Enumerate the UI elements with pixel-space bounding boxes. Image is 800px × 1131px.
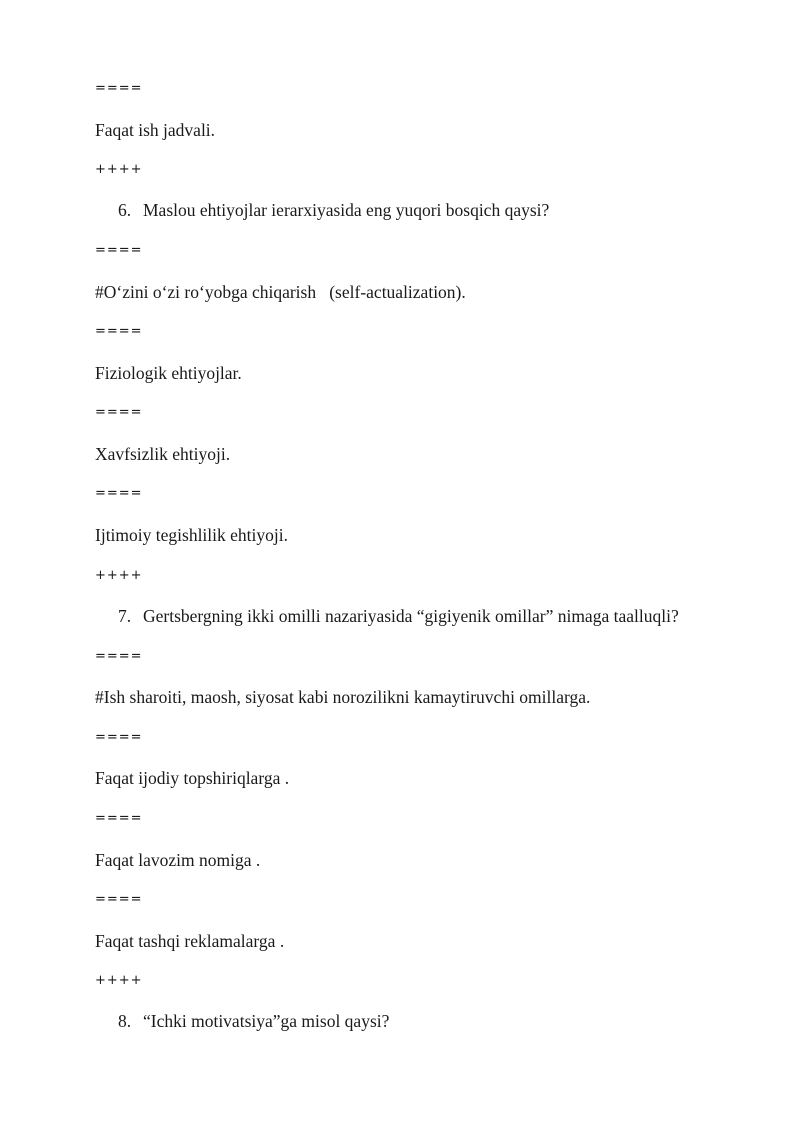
question-7 [118, 606, 679, 626]
question-text: Maslou ehtiyojlar ierarxiyasida eng yuqori bosqich qaysi? [143, 200, 550, 220]
question-text: “Ichki motivatsiya”ga misol qaysi? [143, 1011, 390, 1031]
question-text: Gertsbergning ikki omilli nazariyasida “gigiyenik omillar” nimaga taalluqli? [143, 606, 679, 626]
answer-option: Faqat tashqi reklamalarga . [95, 931, 285, 951]
question-separator: ++++ [95, 568, 143, 583]
answer-separator: ==== [95, 892, 143, 907]
answer-option: Faqat ijodiy topshiriqlarga . [95, 768, 290, 788]
question-separator: ++++ [95, 162, 143, 177]
question-number: 8. [118, 1011, 132, 1031]
answer-separator: ==== [95, 81, 143, 96]
question-number: 6. [118, 200, 132, 220]
answer-separator: ==== [95, 649, 143, 664]
answer-option: Faqat ish jadvali. [95, 120, 216, 140]
question-8 [118, 1011, 389, 1031]
answer-separator: ==== [95, 324, 143, 339]
answer-separator: ==== [95, 405, 143, 420]
answer-option: Ijtimoiy tegishlilik ehtiyoji. [95, 525, 288, 545]
answer-option: Xavfsizlik ehtiyoji. [95, 444, 231, 464]
answer-separator: ==== [95, 486, 143, 501]
answer-separator: ==== [95, 243, 143, 258]
question-separator: ++++ [95, 973, 143, 988]
answer-option-correct: #O‘zini o‘zi ro‘yobga chiqarish (self-actualization). [95, 282, 466, 302]
answer-option: Faqat lavozim nomiga . [95, 850, 261, 870]
answer-option: Fiziologik ehtiyojlar. [95, 363, 242, 383]
answer-separator: ==== [95, 811, 143, 826]
question-number: 7. [118, 606, 132, 626]
question-6 [118, 200, 549, 220]
answer-separator: ==== [95, 730, 143, 745]
answer-option-correct: #Ish sharoiti, maosh, siyosat kabi norozilikni kamaytiruvchi omillarga. [95, 687, 591, 707]
